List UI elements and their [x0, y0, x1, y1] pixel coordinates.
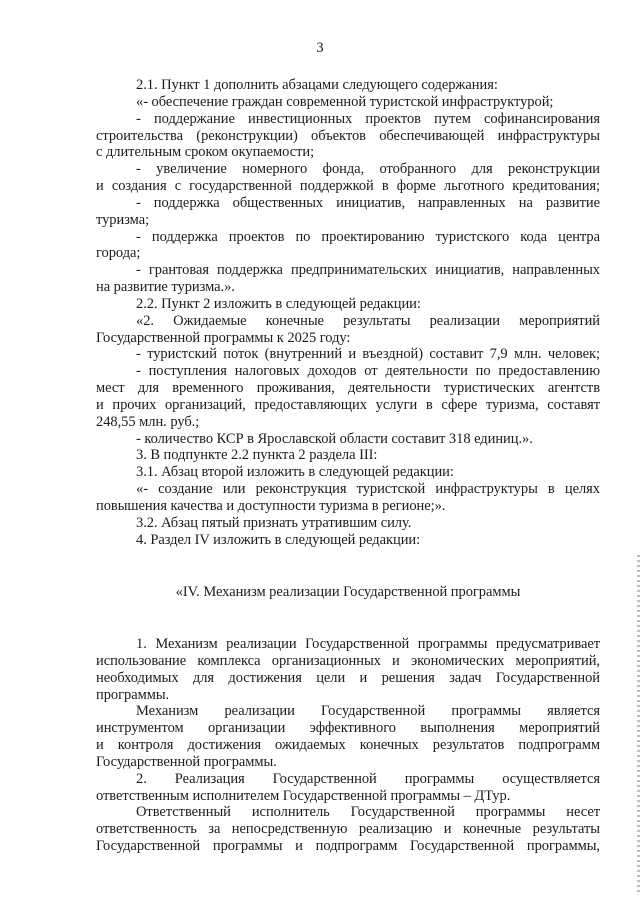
text-line: и прочих организаций, предоставляющих услуги в сфере туризма, составят [96, 397, 600, 413]
text-line: 2.2. Пункт 2 изложить в следующей редакции: [136, 296, 421, 312]
text-line: 1. Механизм реализации Государственной программы предусматривает [136, 636, 600, 652]
text-line: - увеличение номерного фонда, отобранного для реконструкции [136, 161, 600, 177]
text-line: использование комплекса организационных и экономических мероприятий, [96, 653, 600, 669]
text-line: программы. [96, 687, 170, 703]
text-line: - грантовая поддержка предпринимательских инициатив, направленных [136, 262, 600, 278]
text-line: туризма; [96, 212, 150, 228]
text-line: 3. В подпункте 2.2 пункта 2 раздела III: [136, 447, 378, 463]
text-line: строительства (реконструкции) объектов обеспечивающей инфраструктуры [96, 128, 600, 144]
text-line: - количество КСР в Ярославской области составит 318 единиц.». [136, 431, 533, 447]
text-line: 2. Реализация Государственной программы осуществляется [136, 771, 600, 787]
text-line: 3.2. Абзац пятый признать утратившим силу. [136, 515, 412, 531]
text-line: «- создание или реконструкция туристской инфраструктуры в целях [136, 481, 600, 497]
text-line: 4. Раздел IV изложить в следующей редакции: [136, 532, 421, 548]
text-line: - поддержка проектов по проектированию туристского кода центра [136, 229, 600, 245]
text-line: «- обеспечение граждан современной туристской инфраструктурой; [136, 94, 554, 110]
text-line: инструментом организации эффективного выполнения мероприятий [96, 720, 600, 736]
text-line: ответственным исполнителем Государственной программы – ДТур. [96, 788, 511, 804]
section-heading: «IV. Механизм реализации Государственной программы [175, 584, 521, 600]
text-line: с длительным сроком окупаемости; [96, 144, 315, 160]
text-line: - туристский поток (внутренний и въездной) составит 7,9 млн. человек; [136, 346, 600, 362]
text-line: Государственной программы. [96, 754, 277, 770]
page-number: 3 [316, 40, 324, 56]
text-line: Государственной программы и подпрограмм Государственной программы, [96, 838, 600, 854]
text-line: Государственной программы к 2025 году: [96, 330, 351, 346]
text-line: Ответственный исполнитель Государственной программы несет [136, 804, 600, 820]
text-line: - поддержание инвестиционных проектов путем софинансирования [136, 111, 600, 127]
text-line: ответственность за непосредственную реализацию и конечные результаты [96, 821, 600, 837]
text-line: города; [96, 245, 141, 261]
text-line: Механизм реализации Государственной программы является [136, 703, 600, 719]
text-line: 3.1. Абзац второй изложить в следующей редакции: [136, 464, 454, 480]
text-line: повышения качества и доступности туризма в регионе;». [96, 498, 446, 514]
text-line: «2. Ожидаемые конечные результаты реализации мероприятий [136, 313, 600, 329]
text-line: 248,55 млн. руб.; [96, 414, 200, 430]
text-line: и контроля достижения ожидаемых конечных результатов подпрограмм [96, 737, 600, 753]
text-line: - поступления налоговых доходов от деятельности по предоставлению [136, 363, 600, 379]
text-line: мест для временного проживания, деятельности туристических агентств [96, 380, 600, 396]
text-line: и создания с государственной поддержкой в форме льготного кредитования; [96, 178, 600, 194]
text-line: на развитие туризма.». [96, 279, 235, 295]
text-line: - поддержка общественных инициатив, направленных на развитие [136, 195, 600, 211]
text-line: 2.1. Пункт 1 дополнить абзацами следующего содержания: [136, 77, 498, 93]
text-line: необходимых для достижения цели и решения задач Государственной [96, 670, 600, 686]
